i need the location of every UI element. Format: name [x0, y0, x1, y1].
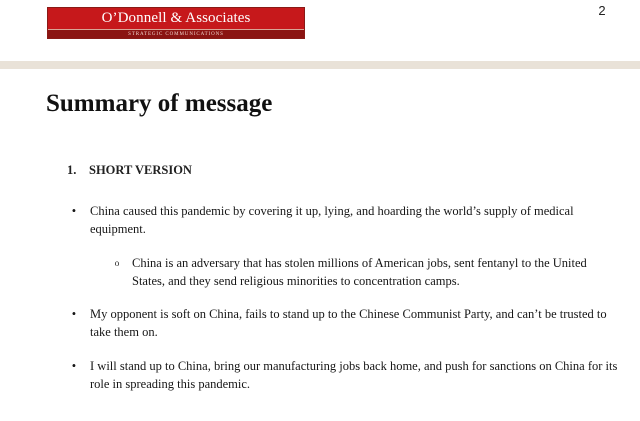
page-number: 2	[598, 3, 606, 18]
sub-list-item	[114, 254, 612, 290]
logo-name: O’Donnell & Associates	[48, 8, 304, 29]
logo-tagline: STRATEGIC COMMUNICATIONS	[48, 29, 304, 39]
company-logo	[47, 7, 305, 39]
bullet-marker: •	[71, 204, 77, 218]
header-divider-band	[0, 61, 640, 69]
list-item	[71, 202, 620, 238]
section-title: SHORT VERSION	[89, 163, 192, 177]
page-title: Summary of message	[46, 90, 273, 117]
list-item	[71, 357, 620, 393]
bullet-text: I will stand up to China, bring our manufacturing jobs back home, and push for sanctions on China for its role in spreading this pandemic.	[90, 359, 618, 391]
bullet-marker: •	[71, 307, 77, 321]
bullet-text: China caused this pandemic by covering it up, lying, and hoarding the world’s supply of medical equipment.	[90, 204, 574, 236]
bullet-marker: •	[71, 359, 77, 373]
sub-bullet-marker: o	[114, 258, 120, 268]
section-heading	[67, 162, 192, 179]
sub-bullet-text: China is an adversary that has stolen millions of American jobs, sent fentanyl to the United States, and they send religious minorities to concentration camps.	[132, 256, 587, 288]
section-number: 1.	[67, 163, 77, 177]
list-item	[71, 305, 620, 341]
bullet-text: My opponent is soft on China, fails to stand up to the Chinese Communist Party, and can’t be trusted to take them on.	[90, 307, 607, 339]
